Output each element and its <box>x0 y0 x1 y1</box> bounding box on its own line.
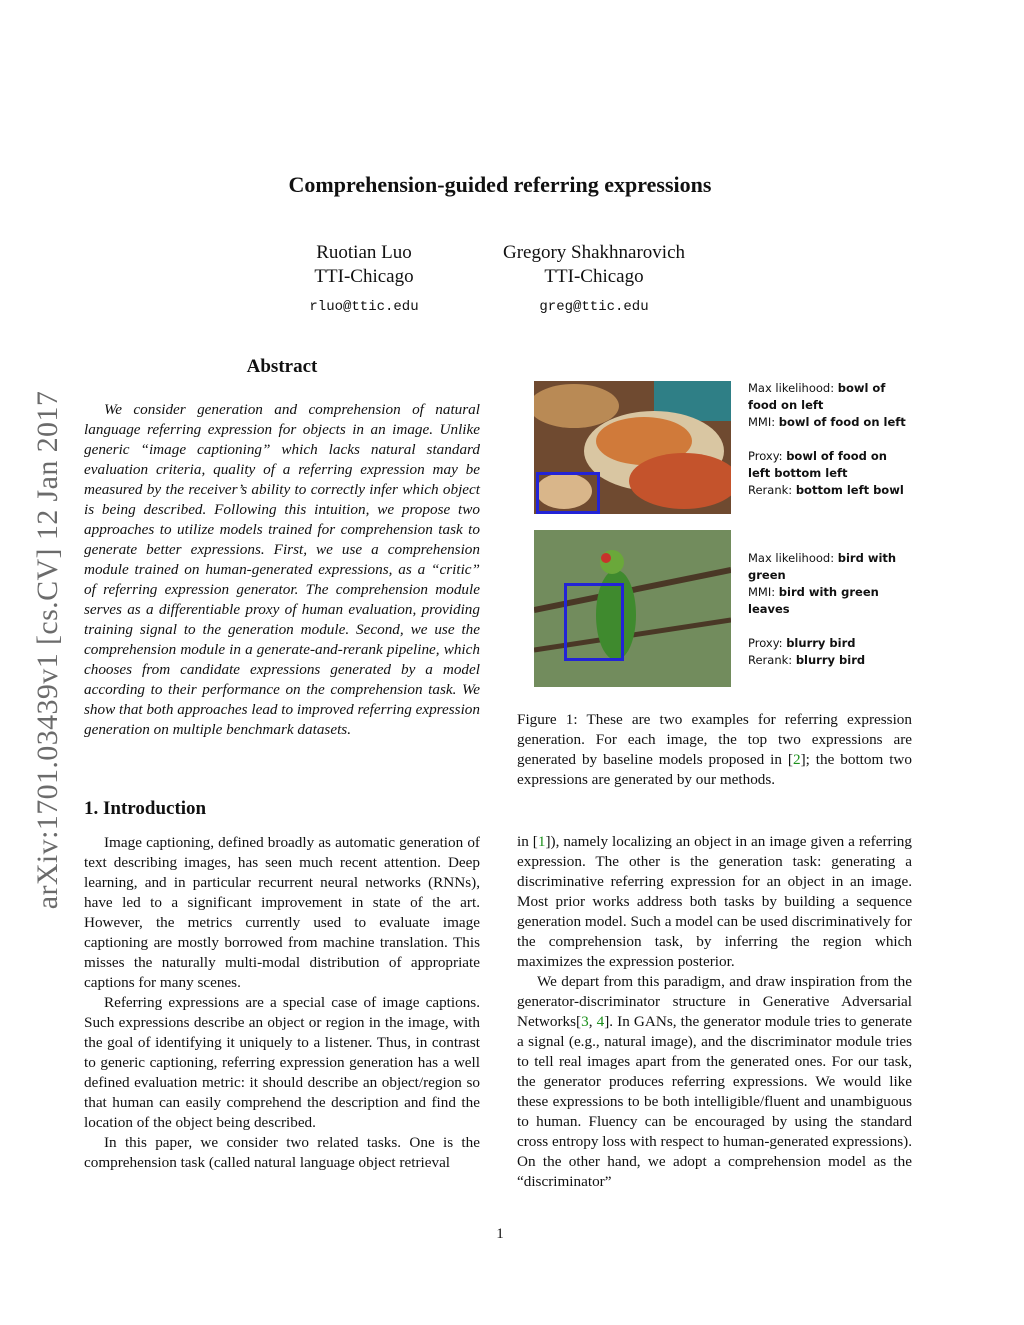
body-text: , <box>588 1013 597 1030</box>
body-text: ]), namely localizing an object in an image given a referring expression. The other is the generation task: generating a discriminative referring expression for an object in an image. Most prior works address both tasks by building a sequence generation model. Such a model can be used discriminatively for the comprehension task, by inferring the region which maximizes the expression posterior. <box>517 833 912 970</box>
figure-image-pizza <box>534 381 731 514</box>
proxy-expression: bowl of food on left bottom left <box>748 449 887 480</box>
body-text: We depart from this paradigm, and draw inspiration from the generator-discriminator structure in Generative Adversarial Networks[ <box>517 973 912 1030</box>
mmi-expression: bird with green leaves <box>748 585 879 616</box>
ml-expression: bowl of food on left <box>748 381 886 412</box>
caption-text: Figure 1: These are two examples for referring expression generation. For each image, the top two expressions are generated by baseline models proposed in [ <box>517 711 912 768</box>
bounding-box <box>536 472 600 514</box>
mmi-expression: bowl of food on left <box>778 415 906 429</box>
rerank-label: Rerank: <box>748 653 796 667</box>
caption-text: ]; the bottom two expressions are generated by our methods. <box>517 751 912 788</box>
intro-paragraph-3: In this paper, we consider two related tasks. One is the comprehension task (called natural language object retrieval <box>84 1134 480 1171</box>
citation-link[interactable]: 3 <box>581 1013 589 1030</box>
ml-label: Max likelihood: <box>748 551 838 565</box>
proxy-label: Proxy: <box>748 636 787 650</box>
arxiv-stamp <box>28 350 68 950</box>
abstract-text: We consider generation and comprehension of natural language referring expression for objects in an image. Unlike generic “image captioning” which lacks natural standard evaluation criteria, quality of a referring expression may be measured by the receiver’s ability to correctly infer which object is being described. Following this intuition, we propose two approaches to utilize models trained for comprehension task to generate better expressions. First, we use a comprehension module trained on human-generated expressions, as a “critic” of referring expression generator. The comprehension module serves as a differentiable proxy of human evaluation, providing training signal to the generation module. Second, we use the comprehension module in a generate-and-rerank pipeline, which chooses from candidate expressions generated by a model according to their performance on the comprehension task. We show that both approaches lead to improved referring expression generation on multiple benchmark datasets. <box>84 401 480 738</box>
author-block-2 <box>474 241 714 319</box>
author-name: Ruotian Luo <box>316 242 412 263</box>
citation-link[interactable]: 1 <box>537 833 546 850</box>
body-text: in [ <box>517 833 538 850</box>
proxy-expression: blurry bird <box>786 636 856 650</box>
author-affiliation: TTI-Chicago <box>544 266 644 287</box>
intro-paragraph-2: Referring expressions are a special case of image captions. Such expressions describe an object or region in the image, with the goal of identifying it uniquely to a listener. Thus, in contrast to generic captioning, referring expression generation has a well defined evaluation metric: it should describe an object/region so that human can easily comprehend the description and find the location of the object being described. <box>84 994 480 1131</box>
figure-expressions-2 <box>748 550 908 669</box>
rerank-label: Rerank: <box>748 483 796 497</box>
bounding-box <box>564 583 624 661</box>
intro-paragraph-1: Image captioning, defined broadly as automatic generation of text describing images, has seen much recent attention. Deep learning, and in particular recurrent neural networks (RNNs), have led to a significant improvement in state of the art. However, the metrics currently used to evaluate image captioning are mostly borrowed from machine translation. This misses the naturally multi-modal distribution of appropriate captions for many scenes. <box>84 834 480 991</box>
citation-link[interactable]: 2 <box>792 751 801 768</box>
ml-expression: bird with green <box>748 551 897 582</box>
author-email[interactable]: rluo@ttic.edu <box>309 299 419 315</box>
abstract-heading: Abstract <box>246 356 318 377</box>
rerank-expression: blurry bird <box>795 653 866 667</box>
page-number: 1 <box>496 1226 504 1242</box>
author-email[interactable]: greg@ttic.edu <box>539 299 649 315</box>
citation-link[interactable]: 4 <box>596 1013 605 1030</box>
mmi-label: MMI: <box>748 585 779 599</box>
intro-paragraph-3-continued <box>517 832 912 972</box>
body-text: ]. In GANs, the generator module tries to generate a signal (e.g., natural image), and the discriminator module tries to tell real images apart from the generated ones. For our task, the generator produces referring expressions. We would like these expressions to be both intelligible/fluent and unambiguous to human. Fluency can be encouraged by using the standard cross entropy loss with respect to human-generated expressions). On the other hand, we adopt a comprehension model as the “discriminator” <box>517 1013 912 1190</box>
arxiv-stamp-text: arXiv:1701.03439v1 [cs.CV] 12 Jan 2017 <box>31 390 64 910</box>
author-name: Gregory Shakhnarovich <box>502 242 686 263</box>
figure-caption <box>517 710 912 790</box>
paper-title: Comprehension-guided referring expressions <box>288 172 712 197</box>
proxy-label: Proxy: <box>748 449 787 463</box>
ml-label: Max likelihood: <box>748 381 838 395</box>
author-block-1 <box>264 241 464 319</box>
left-column-body <box>84 833 480 1173</box>
figure-image-bird <box>534 530 731 687</box>
author-affiliation: TTI-Chicago <box>314 266 414 287</box>
intro-paragraph-4 <box>517 972 912 1192</box>
mmi-label: MMI: <box>748 415 779 429</box>
figure-expressions-1 <box>748 380 908 499</box>
right-column-body <box>517 832 912 1192</box>
rerank-expression: bottom left bowl <box>795 483 904 497</box>
section-heading: 1. Introduction <box>84 798 207 819</box>
